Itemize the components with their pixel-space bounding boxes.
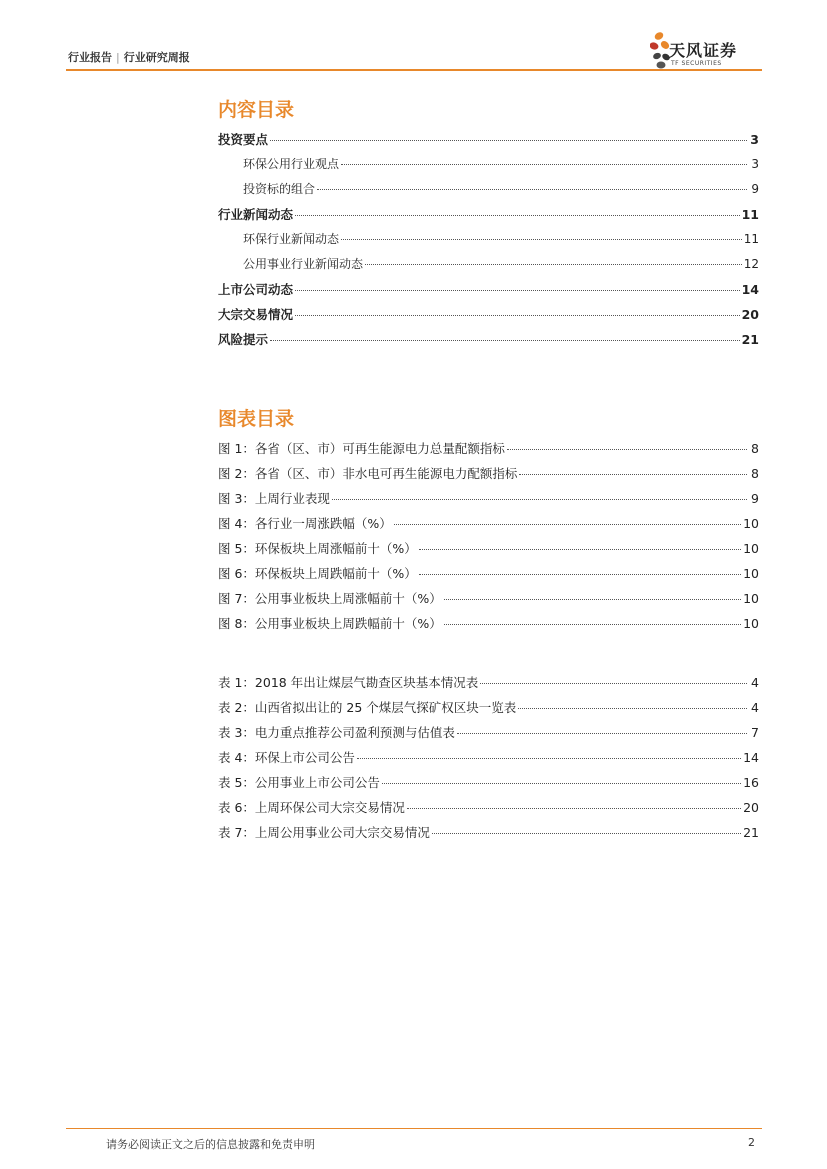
report-subcategory: 行业研究周报	[123, 51, 190, 64]
toc-leader	[519, 474, 747, 475]
toc-leader	[341, 164, 747, 165]
figure-item-label: 图 4：各行业一周涨跌幅（%）	[218, 516, 392, 531]
figure-item-page: 8	[751, 441, 759, 456]
toc-item-page: 9	[751, 182, 759, 196]
toc-item[interactable]	[243, 255, 759, 271]
figure-item[interactable]	[218, 514, 759, 530]
figure-item-label: 图 8：公用事业板块上周跌幅前十（%）	[218, 616, 442, 631]
table-item-label: 表 5：公用事业上市公司公告	[218, 775, 380, 790]
toc-leader	[341, 239, 742, 240]
table-item-page: 4	[751, 675, 759, 690]
figure-item-page: 10	[743, 516, 759, 531]
table-item[interactable]	[218, 798, 759, 814]
toc-item-page: 14	[741, 282, 759, 297]
toc-leader	[365, 264, 742, 265]
figure-item[interactable]	[218, 489, 759, 505]
contents-title: 内容目录	[218, 99, 295, 121]
figure-item-label: 图 2：各省（区、市）非水电可再生能源电力配额指标	[218, 466, 518, 481]
toc-item-label: 大宗交易情况	[218, 307, 294, 322]
toc-leader	[382, 783, 741, 784]
toc-item[interactable]	[243, 230, 759, 246]
figure-item-page: 10	[743, 566, 759, 581]
toc-item-page: 12	[743, 257, 759, 271]
figure-item[interactable]	[218, 464, 759, 480]
brand-name: 天风证券	[669, 41, 738, 60]
toc-item[interactable]	[218, 280, 759, 296]
figure-item-label: 图 1：各省（区、市）可再生能源电力总量配额指标	[218, 441, 505, 456]
figure-item[interactable]	[218, 539, 759, 555]
toc-item-page: 3	[751, 157, 759, 171]
table-item-label: 表 4：环保上市公司公告	[218, 750, 355, 765]
figure-item-label: 图 7：公用事业板块上周涨幅前十（%）	[218, 591, 442, 606]
header-divider	[66, 69, 762, 71]
toc-item-label: 投资要点	[218, 132, 269, 147]
table-item-page: 14	[743, 750, 759, 765]
toc-item[interactable]	[218, 305, 759, 321]
figure-item[interactable]	[218, 614, 759, 630]
header-separator: |	[116, 51, 120, 64]
table-item-label: 表 2：山西省拟出让的 25 个煤层气探矿权区块一览表	[218, 700, 517, 715]
report-header	[68, 49, 190, 65]
toc-leader	[317, 189, 747, 190]
toc-leader	[419, 574, 741, 575]
toc-item-page: 11	[743, 232, 759, 246]
toc-leader	[444, 624, 741, 625]
toc-leader	[407, 808, 741, 809]
toc-item-label: 行业新闻动态	[218, 207, 294, 222]
figure-item-page: 10	[743, 616, 759, 631]
footer-disclaimer: 请务必阅读正文之后的信息披露和免责申明	[106, 1138, 315, 1151]
toc-leader	[394, 524, 741, 525]
figure-item-page: 8	[751, 466, 759, 481]
table-item-label: 表 7：上周公用事业公司大宗交易情况	[218, 825, 430, 840]
toc-leader	[432, 833, 741, 834]
toc-item-page: 3	[750, 132, 759, 147]
toc-item[interactable]	[218, 205, 759, 221]
brand-name-en: TF SECURITIES	[671, 60, 722, 67]
table-item-page: 7	[751, 725, 759, 740]
toc-leader	[332, 499, 747, 500]
toc-leader	[270, 340, 740, 341]
table-item-page: 21	[743, 825, 759, 840]
toc-item-label: 上市公司动态	[218, 282, 294, 297]
footer-divider	[66, 1128, 762, 1129]
report-category: 行业报告	[68, 51, 112, 64]
figure-item-page: 9	[751, 491, 759, 506]
table-item-label: 表 6：上周环保公司大宗交易情况	[218, 800, 405, 815]
toc-leader	[295, 315, 740, 316]
toc-leader	[518, 708, 747, 709]
table-item[interactable]	[218, 823, 759, 839]
toc-item[interactable]	[243, 155, 759, 171]
toc-item-label: 投资标的组合	[243, 182, 316, 196]
toc-leader	[270, 140, 747, 141]
figure-item-page: 10	[743, 591, 759, 606]
table-item[interactable]	[218, 773, 759, 789]
toc-item[interactable]	[218, 330, 759, 346]
figures-title: 图表目录	[218, 408, 295, 430]
table-item[interactable]	[218, 673, 759, 689]
toc-item-label: 公用事业行业新闻动态	[243, 257, 364, 271]
toc-item[interactable]	[243, 180, 759, 196]
figure-item[interactable]	[218, 439, 759, 455]
table-item-label: 表 1：2018 年出让煤层气勘查区块基本情况表	[218, 675, 479, 690]
toc-leader	[444, 599, 741, 600]
toc-leader	[419, 549, 741, 550]
figure-item-label: 图 6：环保板块上周跌幅前十（%）	[218, 566, 417, 581]
toc-leader	[295, 215, 740, 216]
table-item-page: 20	[743, 800, 759, 815]
toc-item-page: 21	[741, 332, 759, 347]
table-item[interactable]	[218, 698, 759, 714]
table-item[interactable]	[218, 748, 759, 764]
figure-item[interactable]	[218, 589, 759, 605]
page-number: 2	[748, 1136, 755, 1149]
toc-item-page: 20	[741, 307, 759, 322]
toc-item-label: 环保公用行业观点	[243, 157, 340, 171]
toc-leader	[357, 758, 741, 759]
toc-item-label: 环保行业新闻动态	[243, 232, 340, 246]
figure-item-page: 10	[743, 541, 759, 556]
toc-leader	[295, 290, 740, 291]
table-item-label: 表 3：电力重点推荐公司盈利预测与估值表	[218, 725, 455, 740]
figure-item-label: 图 5：环保板块上周涨幅前十（%）	[218, 541, 417, 556]
toc-leader	[507, 449, 747, 450]
figure-item-label: 图 3：上周行业表现	[218, 491, 330, 506]
figure-item[interactable]	[218, 564, 759, 580]
table-item[interactable]	[218, 723, 759, 739]
toc-leader	[480, 683, 747, 684]
toc-item-label: 风险提示	[218, 332, 269, 347]
table-item-page: 4	[751, 700, 759, 715]
table-item-page: 16	[743, 775, 759, 790]
toc-item-page: 11	[741, 207, 759, 222]
toc-item[interactable]	[218, 130, 759, 146]
toc-leader	[457, 733, 747, 734]
